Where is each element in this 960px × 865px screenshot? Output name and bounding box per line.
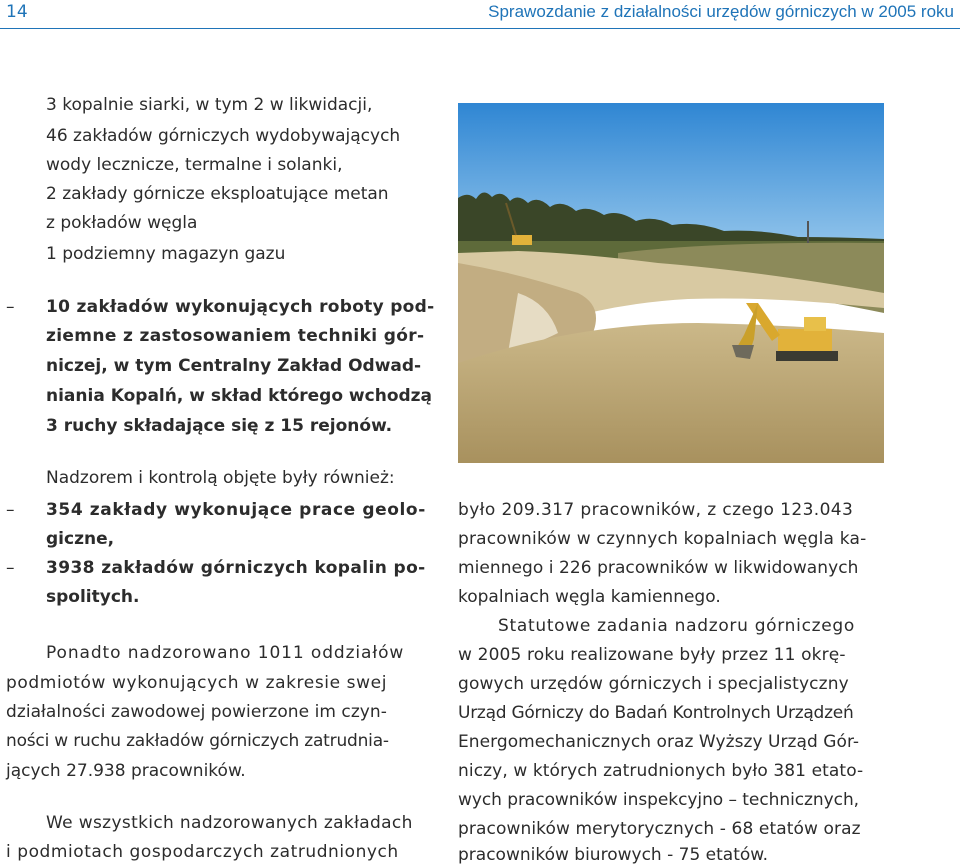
bold-line: niania Kopalń, w skład którego wchodzą — [46, 386, 433, 406]
quarry-photo — [458, 103, 884, 463]
page-header — [0, 0, 960, 30]
dash-marker: – — [6, 500, 15, 520]
text-line: pracowników merytorycznych - 68 etatów oraz — [458, 819, 861, 839]
bold-line: niczej, w tym Centralny Zakład Odwad- — [46, 356, 422, 376]
text-line: pracowników w czynnych kopalniach węgla ka- — [458, 529, 867, 549]
text-line: Ponadto nadzorowano 1011 oddziałów — [46, 643, 405, 663]
text-line: Urząd Górniczy do Badań Kontrolnych Urządzeń — [458, 703, 854, 723]
list-item: 3 kopalnie siarki, w tym 2 w likwidacji, — [46, 95, 373, 115]
text-line: i podmiotach gospodarczych zatrudnionych — [6, 842, 399, 862]
dash-marker: – — [6, 297, 15, 317]
text-line: działalności zawodowej powierzone im czyn- — [6, 702, 387, 722]
text-line: kopalniach węgla kamiennego. — [458, 587, 721, 607]
list-item: 46 zakładów górniczych wydobywających — [46, 126, 401, 146]
text-line: miennego i 226 pracowników w likwidowanych — [458, 558, 859, 578]
text-line: jących 27.938 pracowników. — [6, 761, 246, 781]
bold-line: spolitych. — [46, 587, 140, 607]
bold-line: 3 ruchy składające się z 15 rejonów. — [46, 416, 393, 436]
bold-line: giczne, — [46, 529, 115, 549]
bold-line: 354 zakłady wykonujące prace geolo- — [46, 500, 426, 520]
list-item: z pokładów węgla — [46, 213, 198, 233]
text-line: Statutowe zadania nadzoru górniczego — [498, 616, 855, 636]
quarry-photo-image — [458, 103, 884, 463]
text-line: niczy, w których zatrudnionych było 381 etato- — [458, 761, 864, 781]
text-line: Energomechanicznych oraz Wyższy Urząd Gór- — [458, 732, 860, 752]
text-line: podmiotów wykonujących w zakresie swej — [6, 673, 388, 693]
list-item: 2 zakłady górnicze eksploatujące metan — [46, 184, 389, 204]
list-item: 1 podziemny magazyn gazu — [46, 244, 286, 264]
bold-line: 3938 zakładów górniczych kopalin po- — [46, 558, 426, 578]
text-line: ności w ruchu zakładów górniczych zatrudnia- — [6, 731, 389, 751]
list-item: wody lecznicze, termalne i solanki, — [46, 155, 343, 175]
bold-line: 10 zakładów wykonujących roboty pod- — [46, 297, 435, 317]
page-number: 14 — [6, 2, 28, 22]
text-line: pracowników biurowych - 75 etatów. — [458, 845, 769, 865]
supervision-intro: Nadzorem i kontrolą objęte były również: — [46, 468, 395, 488]
text-line: było 209.317 pracowników, z czego 123.043 — [458, 500, 854, 520]
dash-marker: – — [6, 558, 15, 578]
running-title: Sprawozdanie z działalności urzędów górniczych w 2005 roku — [488, 2, 954, 21]
text-line: wych pracowników inspekcyjno – technicznych, — [458, 790, 860, 810]
bold-line: ziemne z zastosowaniem techniki gór- — [46, 326, 425, 346]
text-line: gowych urzędów górniczych i specjalistyczny — [458, 674, 849, 694]
header-rule — [0, 28, 960, 29]
text-line: w 2005 roku realizowane były przez 11 okrę- — [458, 645, 846, 665]
text-line: We wszystkich nadzorowanych zakładach — [46, 813, 413, 833]
